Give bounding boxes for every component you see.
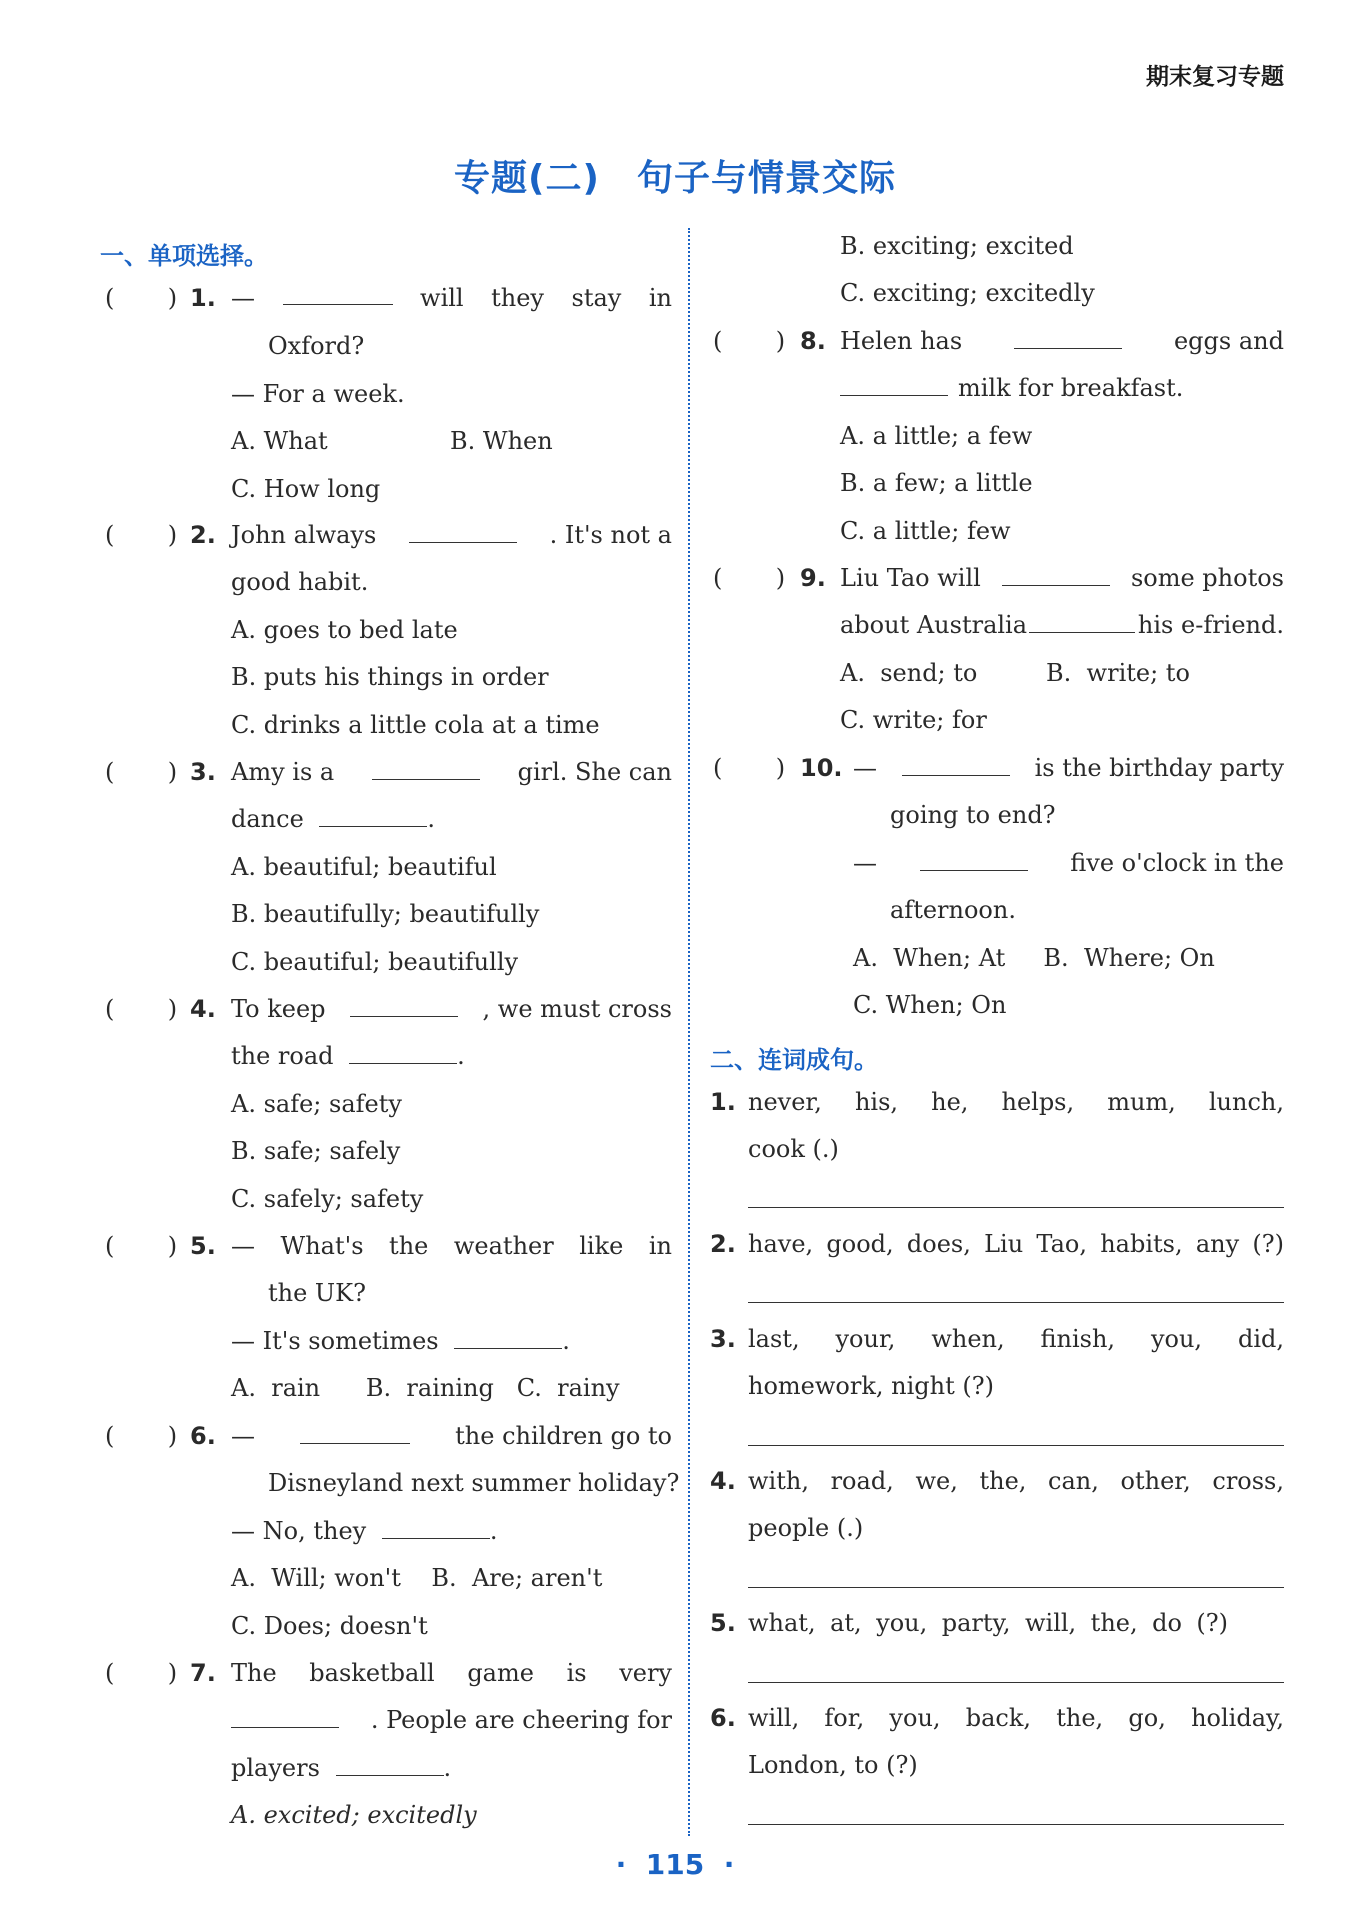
question-number: 4. — [190, 995, 216, 1023]
question-line: John always . It's not a — [231, 521, 672, 549]
question-line: Disneyland next summer holiday? — [268, 1469, 680, 1497]
answer-blank[interactable] — [283, 282, 393, 305]
answer-blank[interactable] — [231, 1705, 339, 1728]
answer-line[interactable] — [748, 1445, 1284, 1446]
answer-bracket[interactable]: ( ) — [105, 1232, 178, 1260]
option-a: A. safe; safety — [231, 1090, 402, 1118]
word-list: London, to (?) — [748, 1751, 918, 1779]
answer-line[interactable] — [748, 1587, 1284, 1588]
answer-bracket[interactable]: ( ) — [105, 1422, 178, 1450]
answer-bracket[interactable]: ( ) — [105, 758, 178, 786]
option-c: C. beautiful; beautifully — [231, 948, 519, 976]
option-c: C. write; for — [840, 706, 987, 734]
question-line: afternoon. — [890, 896, 1016, 924]
item-number: 5. — [710, 1609, 736, 1637]
question-line: good habit. — [231, 568, 369, 596]
answer-bracket[interactable]: ( ) — [105, 1659, 178, 1687]
option-c: C. drinks a little cola at a time — [231, 711, 600, 739]
option-a: A. excited; excitedly — [231, 1801, 477, 1829]
word-list: what, at, you, party, will, the, do (?) — [748, 1609, 1228, 1637]
question-line: about Australia his e-friend. — [840, 611, 1284, 639]
question-line: players . — [231, 1754, 452, 1782]
question-line: — No, they . — [231, 1517, 498, 1545]
options-ab: A. When; At B. Where; On — [853, 944, 1215, 972]
answer-bracket[interactable]: ( ) — [105, 284, 178, 312]
item-number: 4. — [710, 1467, 736, 1495]
question-line: — What's the weather like in — [231, 1232, 672, 1260]
question-line: — five o'clock in the — [853, 849, 1284, 877]
answer-blank[interactable] — [350, 994, 458, 1017]
question-line: — will they stay in — [231, 284, 672, 312]
answer-line[interactable] — [748, 1207, 1284, 1208]
item-number: 3. — [710, 1325, 736, 1353]
answer-blank[interactable] — [454, 1326, 562, 1349]
answer-bracket[interactable]: ( ) — [713, 754, 786, 782]
question-line: Liu Tao will some photos — [840, 564, 1284, 592]
answer-bracket[interactable]: ( ) — [105, 521, 178, 549]
question-line: Helen has eggs and — [840, 327, 1284, 355]
word-list: last, your, when, finish, you, did, — [748, 1325, 1284, 1353]
answer-line[interactable] — [748, 1682, 1284, 1683]
section-heading-sentence-building: 二、连词成句。 — [710, 1046, 878, 1074]
question-number: 5. — [190, 1232, 216, 1260]
option-a: A. beautiful; beautiful — [231, 853, 497, 881]
page-number: · 115 · — [615, 1848, 735, 1881]
question-line: going to end? — [890, 801, 1056, 829]
question-line: — the children go to — [231, 1422, 672, 1450]
answer-blank[interactable] — [840, 373, 948, 396]
word-list: have, good, does, Liu Tao, habits, any (?) — [748, 1230, 1284, 1258]
option-c: C. exciting; excitedly — [840, 279, 1095, 307]
question-line: . People are cheering for — [231, 1704, 672, 1736]
question-number: 1. — [190, 284, 216, 312]
header-section-label: 期末复习专题 — [1146, 64, 1284, 90]
answer-blank[interactable] — [1014, 326, 1122, 349]
question-line: To keep , we must cross — [231, 995, 672, 1023]
option-c: C. a little; few — [840, 517, 1011, 545]
options-ab: A. Will; won't B. Are; aren't — [231, 1564, 603, 1592]
question-number: 2. — [190, 521, 216, 549]
answer-blank[interactable] — [336, 1753, 444, 1776]
option-b: B. a few; a little — [840, 469, 1033, 497]
section-heading-single-choice: 一、单项选择。 — [100, 242, 268, 270]
column-divider — [688, 228, 690, 1836]
question-line: the road . — [231, 1042, 465, 1070]
option-a: A. a little; a few — [840, 422, 1033, 450]
question-number: 7. — [190, 1659, 216, 1687]
option-b: B. safe; safely — [231, 1137, 401, 1165]
option-b: B. When — [450, 427, 553, 455]
option-c: C. When; On — [853, 991, 1007, 1019]
question-number: 8. — [800, 327, 826, 355]
answer-line[interactable] — [748, 1824, 1284, 1825]
answer-blank[interactable] — [409, 520, 517, 543]
answer-bracket[interactable]: ( ) — [105, 995, 178, 1023]
question-line: The basketball game is very — [231, 1659, 672, 1687]
option-c: C. safely; safety — [231, 1185, 424, 1213]
question-line: — It's sometimes . — [231, 1327, 570, 1355]
answer-blank[interactable] — [920, 848, 1028, 871]
option-c: C. How long — [231, 475, 381, 503]
option-b: B. beautifully; beautifully — [231, 900, 540, 928]
answer-blank[interactable] — [349, 1041, 457, 1064]
question-line: milk for breakfast. — [840, 372, 1183, 404]
page-title: 专题(二) 句子与情景交际 — [454, 158, 896, 199]
word-list: with, road, we, the, can, other, cross, — [748, 1467, 1284, 1495]
word-list: people (.) — [748, 1514, 864, 1542]
question-line: Amy is a girl. She can — [231, 758, 672, 786]
answer-blank[interactable] — [1002, 563, 1110, 586]
options-ab: A. send; to B. write; to — [840, 659, 1190, 687]
answer-line[interactable] — [748, 1302, 1284, 1303]
question-line: dance . — [231, 805, 436, 833]
answer-bracket[interactable]: ( ) — [713, 564, 786, 592]
word-list: homework, night (?) — [748, 1372, 994, 1400]
question-line: the UK? — [268, 1279, 366, 1307]
question-number: 3. — [190, 758, 216, 786]
answer-bracket[interactable]: ( ) — [713, 327, 786, 355]
question-number: 10. — [800, 754, 843, 782]
question-line: Oxford? — [268, 332, 365, 360]
option-a: A. goes to bed late — [231, 616, 458, 644]
item-number: 2. — [710, 1230, 736, 1258]
answer-blank[interactable] — [902, 753, 1010, 776]
options: A. rain B. raining C. rainy — [231, 1374, 620, 1402]
answer-blank[interactable] — [382, 1516, 490, 1539]
word-list: never, his, he, helps, mum, lunch, — [748, 1088, 1284, 1116]
item-number: 6. — [710, 1704, 736, 1732]
question-line: — For a week. — [231, 380, 405, 408]
item-number: 1. — [710, 1088, 736, 1116]
answer-blank[interactable] — [300, 1421, 410, 1444]
answer-blank[interactable] — [1029, 610, 1135, 633]
option-b: B. puts his things in order — [231, 663, 549, 691]
option-b: B. exciting; excited — [840, 232, 1074, 260]
option-c: C. Does; doesn't — [231, 1612, 428, 1640]
word-list: cook (.) — [748, 1135, 839, 1163]
question-number: 9. — [800, 564, 826, 592]
answer-blank[interactable] — [372, 757, 480, 780]
word-list: will, for, you, back, the, go, holiday, — [748, 1704, 1284, 1732]
question-number: 6. — [190, 1422, 216, 1450]
question-line: — is the birthday party — [853, 754, 1284, 782]
answer-blank[interactable] — [319, 804, 427, 827]
option-a: A. What — [231, 427, 328, 455]
